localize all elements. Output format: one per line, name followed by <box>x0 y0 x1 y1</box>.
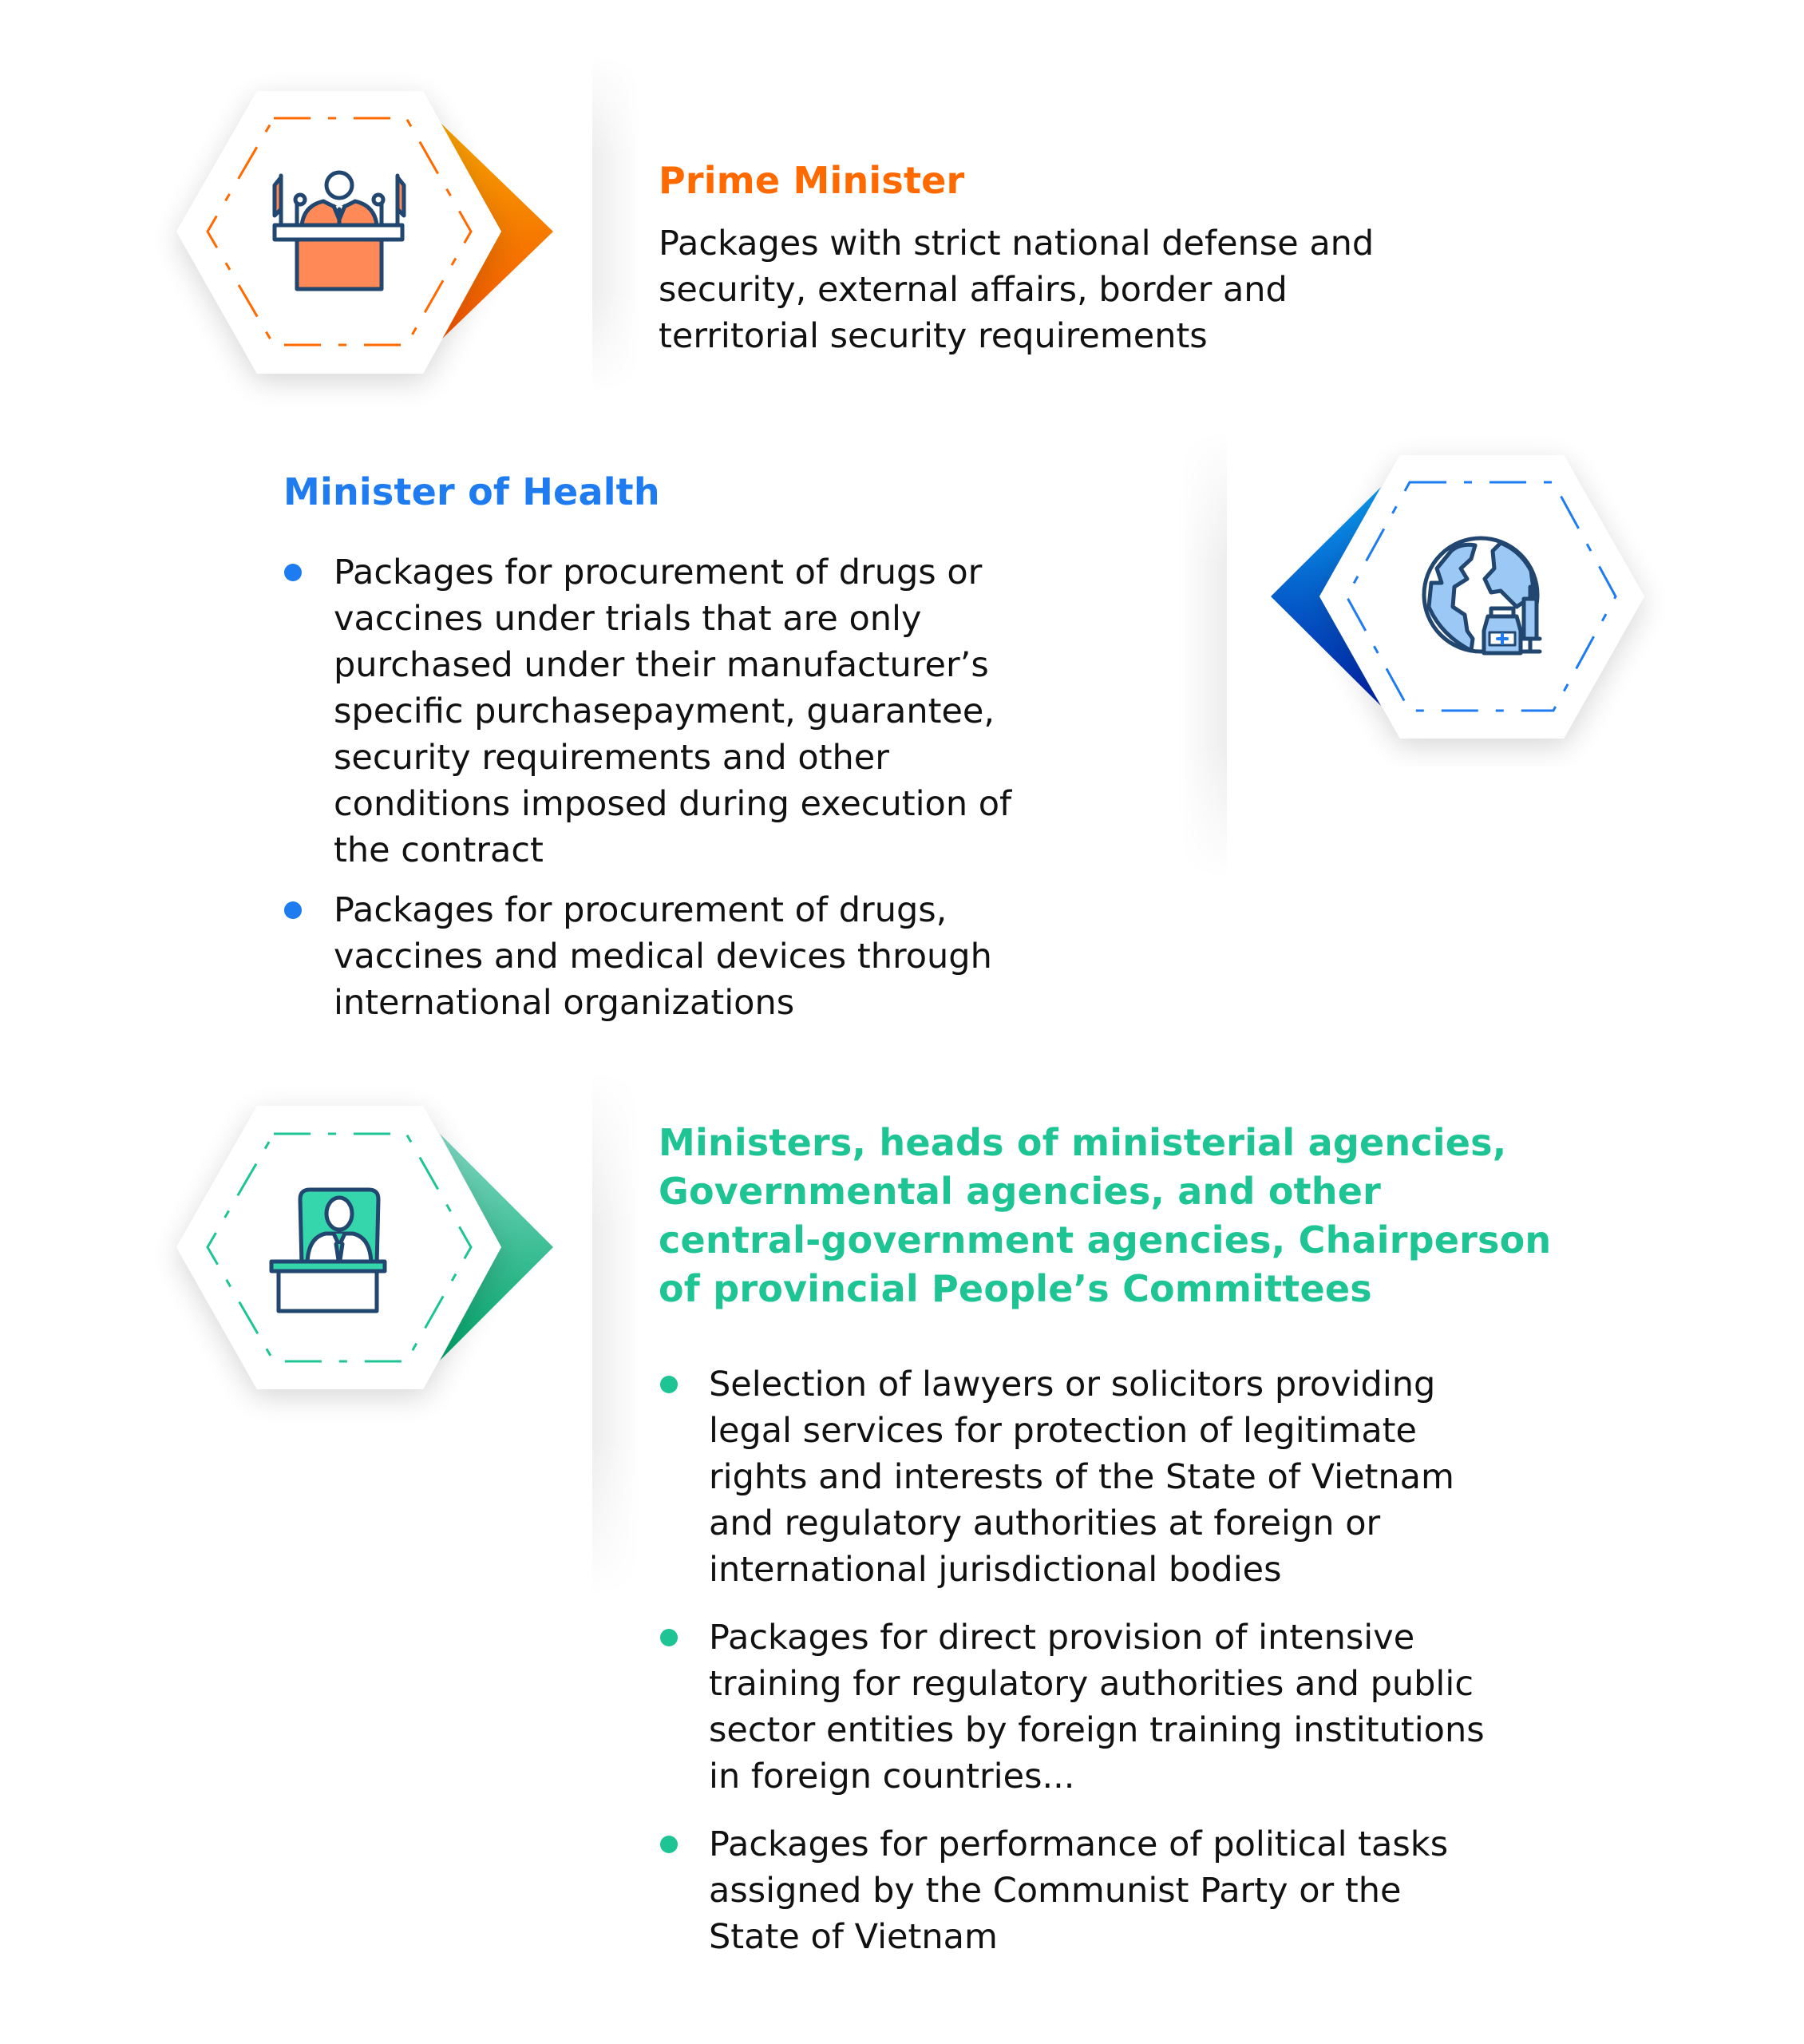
hexagon-badge-ministers-heads <box>144 1078 591 1421</box>
hexagon-badge-minister-of-health <box>1245 415 1692 766</box>
divider-shadow <box>592 1070 640 1597</box>
bullet-dot-icon <box>284 564 302 581</box>
section-description <box>659 220 1537 359</box>
divider-shadow <box>1179 431 1227 878</box>
list-item: Packages for procurement of drugs, vaccines and medical devices through international organizations <box>283 887 1161 1026</box>
section-title: Minister of Health <box>283 470 660 513</box>
description-line: territorial security requirements <box>659 316 1208 356</box>
description-line: Packages with strict national defense and <box>659 224 1375 263</box>
section-title: Ministers, heads of ministerial agencies, Governmental agencies, and other central-government agencies, Chairperson of provincial People’s Committees <box>659 1121 1552 1310</box>
divider-shadow <box>592 56 640 391</box>
section-title: Prime Minister <box>659 159 965 202</box>
list-item: Selection of lawyers or solicitors providing legal services for protection of legitimate rights and interests of the State of Vietnam and regulatory authorities at foreign or international jurisdictional bodies <box>659 1361 1665 1593</box>
bullet-dot-icon <box>660 1376 678 1393</box>
bullet-dot-icon <box>660 1836 678 1853</box>
bullet-list <box>283 549 1161 1026</box>
list-item: Packages for performance of political tasks assigned by the Communist Party or the State of Vietnam <box>659 1821 1665 1960</box>
hexagon-badge-prime-minister <box>144 64 591 407</box>
list-item: Packages for direct provision of intensive training for regulatory authorities and public sector entities by foreign training institutions in foreign countries... <box>659 1614 1665 1800</box>
globe-vaccine-icon <box>1424 538 1540 653</box>
bullet-dot-icon <box>284 901 302 919</box>
bullet-dot-icon <box>660 1629 678 1646</box>
description-line: security, external affairs, border and <box>659 270 1288 310</box>
bullet-list <box>659 1361 1665 1960</box>
list-item: Packages for procurement of drugs or vaccines under trials that are only purchased under their manufacturer’s specific purchasepayment, guarantee, security requirements and other conditions imposed during execution of the contract <box>283 549 1161 873</box>
